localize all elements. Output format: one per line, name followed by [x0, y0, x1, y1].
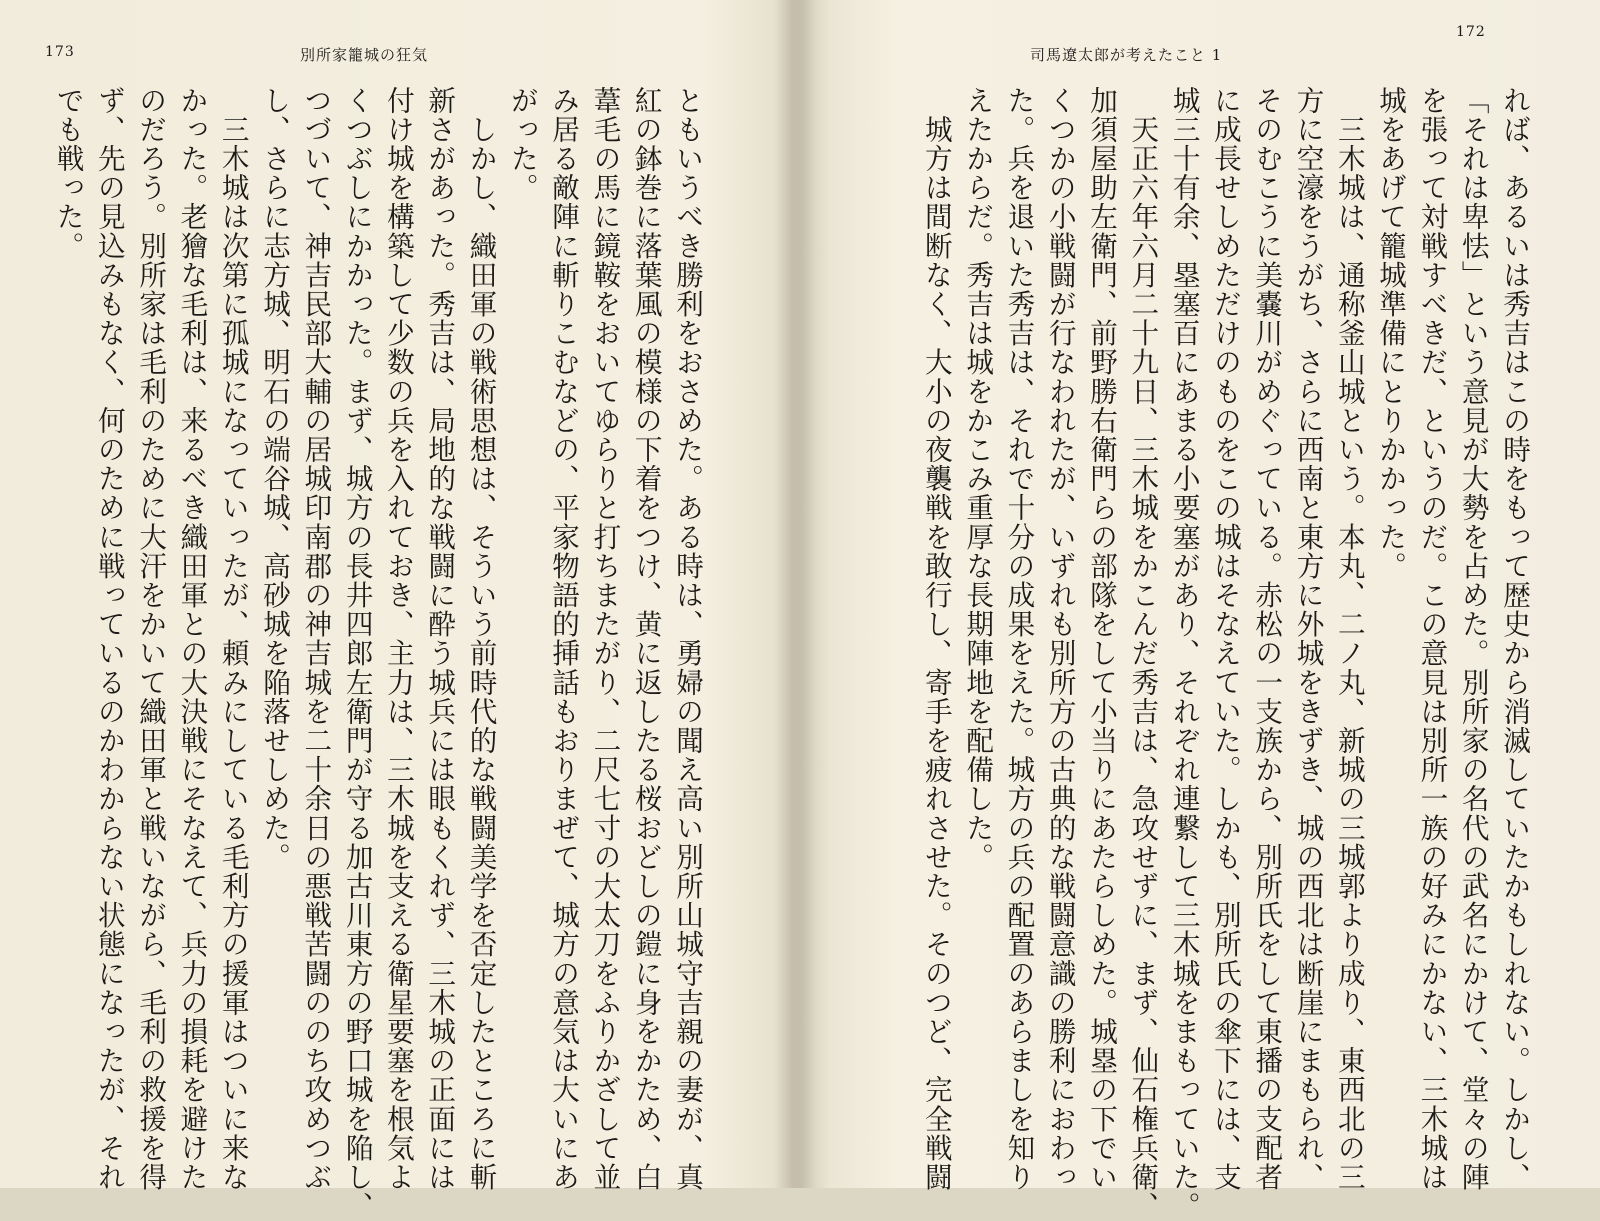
left-running-head: 別所家籠城の狂気	[300, 46, 429, 64]
right-running-head: 司馬遼太郎が考えたこと 1	[1030, 46, 1223, 64]
text-line: くつぶしにかかった。まず、城方の長井四郎左衛門が守る加古川東方の野口城を陥し、	[340, 86, 374, 1221]
text-line: つづいて、神吉民部大輔の居城印南郡の神吉城を二十余日の悪戦苦闘ののち攻めつぶ	[299, 86, 333, 1192]
text-line: しかし、織田軍の戦術思想は、そういう前時代的な戦闘美学を否定したところに斬	[464, 86, 498, 1192]
right-page-body	[835, 86, 1535, 1221]
text-line: 方に空濠をうがち、さらに西南と東方に外城をきずき、城の西北は断崖にまもられ、	[1291, 86, 1325, 1192]
text-line: 加須屋助左衛門、前野勝右衛門らの部隊をして小当りにあたらしめた。城塁の下でい	[1085, 86, 1119, 1192]
text-line: た。兵を退いた秀吉は、それで十分の成果をえた。城方の兵の配置のあらましを知り	[1002, 86, 1036, 1192]
text-line: 「それは卑怯」という意見が大勢を占めた。別所家の名代の武名にかけて、堂々の陣	[1456, 86, 1490, 1192]
left-page-number: 173	[45, 44, 75, 60]
left-page-body	[48, 86, 708, 1221]
text-line: し、さらに志方城、明石の端谷城、高砂城を陥落せしめた。	[258, 86, 292, 872]
text-line: を張って対戦すべきだ、というのだ。この意見は別所一族の好みにかない、三木城は	[1415, 86, 1449, 1192]
text-line: がった。	[505, 86, 539, 203]
text-line: でも戦った。	[51, 86, 85, 261]
text-line: 城方は間断なく、大小の夜襲戦を敢行し、寄手を疲れさせた。そのつど、完全戦闘	[919, 86, 953, 1192]
text-line: 紅の鉢巻に落葉風の模様の下着をつけ、黄に返したる桜おどしの鎧に身をかため、白	[629, 86, 663, 1192]
text-line: に成長せしめただけのものをこの城はそなえていた。しかも、別所氏の傘下には、支	[1208, 86, 1242, 1192]
text-line: 天正六年六月二十九日、三木城をかこんだ秀吉は、急攻せずに、まず、仙石権兵衛、	[1126, 86, 1160, 1221]
text-line: えたからだ。秀吉は城をかこみ重厚な長期陣地を配備した。	[961, 86, 995, 872]
right-page	[800, 0, 1600, 1221]
text-line: 城をあげて籠城準備にとりかかった。	[1374, 86, 1408, 581]
left-page	[0, 0, 790, 1221]
text-line: ともいうべき勝利をおさめた。ある時は、勇婦の聞え高い別所山城守吉親の妻が、真	[671, 86, 704, 1192]
text-line: 付け城を構築して少数の兵を入れておき、主力は、三木城を支える衛星要塞を根気よ	[381, 86, 415, 1192]
text-line: 城三十有余、塁塞百にあまる小要塞があり、それぞれ連繋して三木城をまもっていた。	[1167, 86, 1201, 1221]
text-line: のだろう。別所家は毛利のために大汗をかいて織田軍と戦いながら、毛利の救援を得	[134, 86, 168, 1192]
text-line: ず、先の見込みもなく、何のために戦っているのかわからない状態になったが、それ	[92, 86, 126, 1192]
text-line: くつかの小戦闘が行なわれたが、いずれも別所方の古典的な戦闘意識の勝利におわっ	[1043, 86, 1077, 1192]
text-line: 葦毛の馬に鏡鞍をおいてゆらりと打ちまたがり、二尺七寸の大太刀をふりかざして並	[588, 86, 622, 1192]
text-line: み居る敵陣に斬りこむなどの、平家物語的挿話もおりまぜて、城方の意気は大いにあ	[547, 86, 581, 1192]
text-line: 新さがあった。秀吉は、局地的な戦闘に酔う城兵には眼もくれず、三木城の正面には	[423, 86, 457, 1192]
text-line: かった。老獪な毛利は、来るべき織田軍との大決戦にそなえて、兵力の損耗を避けた	[175, 86, 209, 1192]
text-line: 三木城は次第に孤城になっていったが、頼みにしている毛利方の援軍はついに来な	[216, 86, 250, 1192]
right-page-number: 172	[1456, 24, 1486, 40]
text-line: そのむこうに美嚢川がめぐっている。赤松の一支族から、別所氏をして東播の支配者	[1250, 86, 1284, 1192]
text-line: 三木城は、通称釜山城という。本丸、二ノ丸、新城の三城郭より成り、東西北の三	[1332, 86, 1366, 1192]
text-line: れば、あるいは秀吉はこの時をもって歴史から消滅していたかもしれない。しかし、	[1498, 86, 1531, 1192]
